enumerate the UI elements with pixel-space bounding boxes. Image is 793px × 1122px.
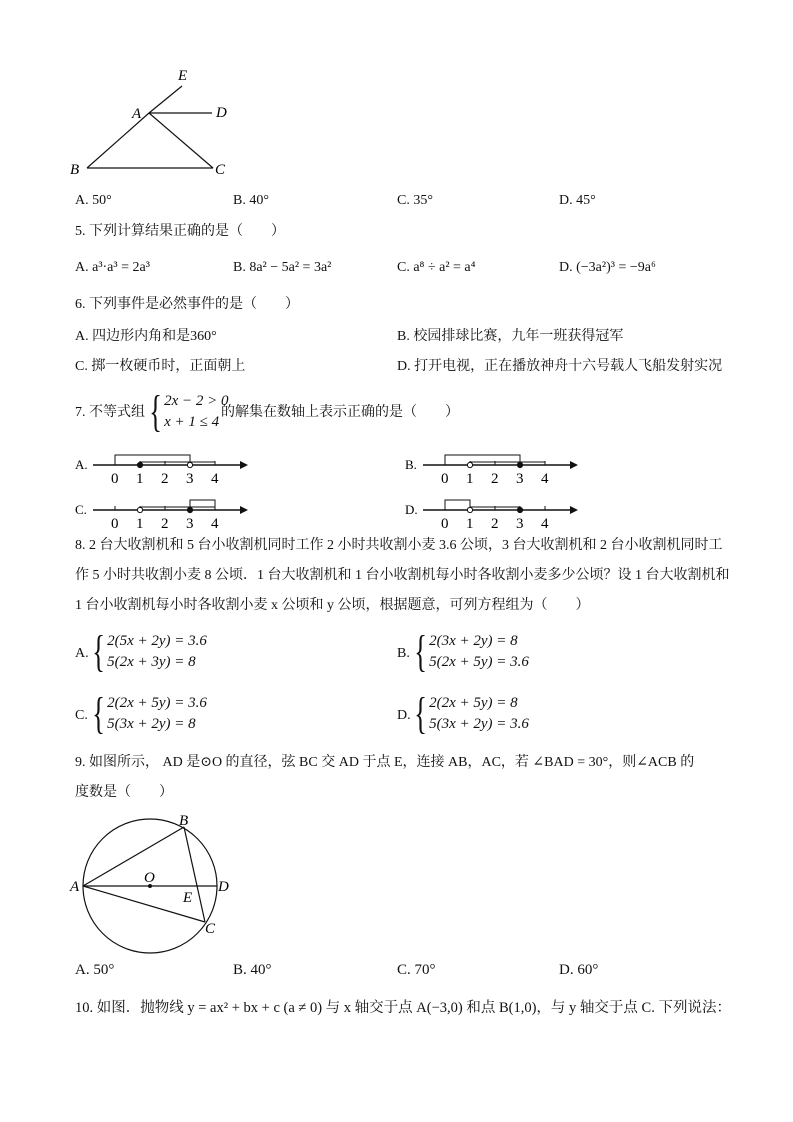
label-C: C	[215, 162, 226, 178]
arrow-icon	[240, 461, 248, 469]
tick-label: 1	[466, 471, 474, 487]
q9-option-a: A. 50°	[75, 962, 115, 978]
tick-label: 4	[211, 471, 219, 487]
label-B: B	[179, 813, 189, 829]
label-E: E	[183, 890, 193, 906]
arrow-icon	[570, 461, 578, 469]
q7-prefix: 7. 不等式组	[75, 405, 145, 420]
q8-option-d-label: D.	[397, 708, 411, 723]
tick-label: 1	[136, 471, 144, 487]
q6-option-b: B. 校园排球比赛，九年一班获得冠军	[397, 329, 624, 344]
option-label: D.	[405, 502, 418, 517]
q9-line-1: 9. 如图所示， AD 是⊙O 的直径，弦 BC 交 AD 于点 E，连接 AB，AC，若 ∠BAD = 30°，则∠ACB 的	[75, 755, 695, 770]
closed-point	[517, 507, 522, 512]
q5-option-d: D. (−3a²)³ = −9a⁶	[559, 260, 656, 275]
tick-label: 2	[161, 516, 169, 532]
q8-line-2: 作 5 小时共收割小麦 8 公顷．1 台大收割机和 1 台小收割机每小时各收割小麦多少公顷？设 1 台大收割机和	[75, 568, 730, 583]
open-point	[137, 507, 142, 512]
closed-point	[137, 462, 142, 467]
q6-stem: 6. 下列事件是必然事件的是（ ）	[75, 297, 299, 312]
tick-label: 0	[441, 516, 449, 532]
label-O: O	[144, 870, 155, 886]
solution-bracket	[190, 500, 215, 510]
closed-point	[517, 462, 522, 467]
tick-label: 2	[161, 471, 169, 487]
solution-bracket	[445, 455, 520, 465]
q7-ineq-1: 2x − 2 > 0	[164, 393, 229, 409]
tick-label: 3	[516, 516, 524, 532]
q8-option-b-label: B.	[397, 646, 410, 661]
q9-option-b: B. 40°	[233, 962, 272, 978]
triangle-figure	[0, 0, 260, 185]
q5-option-a: A. a³·a³ = 2a³	[75, 260, 150, 275]
tick-label: 4	[541, 516, 549, 532]
label-D: D	[218, 879, 229, 895]
tick-label: 0	[111, 516, 119, 532]
q6-option-c: C. 掷一枚硬币时，正面朝上	[75, 359, 246, 374]
q7-inequality-system: { 2x − 2 > 0 x + 1 ≤ 4	[149, 387, 229, 436]
tick-label: 1	[466, 516, 474, 532]
q9-option-c: C. 70°	[397, 962, 436, 978]
open-point	[467, 462, 472, 467]
q4-option-a: A. 50°	[75, 193, 112, 208]
label-A: A	[132, 106, 142, 122]
q8-option-c-label: C.	[75, 708, 88, 723]
q8-option-a-system: { 2(5x + 2y) = 3.6 5(2x + 3y) = 8	[92, 627, 207, 676]
tick-label: 0	[441, 471, 449, 487]
q8-option-c-system: { 2(2x + 5y) = 3.6 5(3x + 2y) = 8	[92, 689, 207, 738]
q8-line-1: 8. 2 台大收割机和 5 台小收割机同时工作 2 小时共收割小麦 3.6 公顷，3 台大收割机和 2 台小收割机同时工	[75, 538, 723, 553]
open-point	[187, 462, 192, 467]
option-label: A.	[75, 457, 88, 472]
q4-option-d: D. 45°	[559, 193, 596, 208]
q7-ineq-2: x + 1 ≤ 4	[164, 414, 220, 430]
solution-bracket	[115, 455, 190, 465]
closed-point	[187, 507, 192, 512]
q4-option-b: B. 40°	[233, 193, 269, 208]
q5-option-c: C. a⁸ ÷ a² = a⁴	[397, 260, 476, 275]
number-line-b	[390, 445, 590, 490]
q10-stem: 10. 如图．抛物线 y = ax² + bx + c (a ≠ 0) 与 x 轴交于点 A(−3,0) 和点 B(1,0)，与 y 轴交于点 C. 下列说法：	[75, 1000, 731, 1016]
solution-bracket	[445, 500, 470, 510]
tick-label: 1	[136, 516, 144, 532]
q8-option-d-system: { 2(2x + 5y) = 8 5(3x + 2y) = 3.6	[414, 689, 529, 738]
label-E: E	[178, 68, 188, 84]
label-C: C	[205, 921, 216, 937]
number-line-d	[390, 490, 590, 535]
tick-label: 4	[211, 516, 219, 532]
label-A: A	[70, 879, 80, 895]
number-line-a	[60, 445, 260, 490]
label-B: B	[70, 162, 80, 178]
arrow-icon	[570, 506, 578, 514]
number-line-c	[60, 490, 260, 535]
q8-option-a-label: A.	[75, 646, 89, 661]
tick-label: 2	[491, 471, 499, 487]
arrow-icon	[240, 506, 248, 514]
q5-stem: 5. 下列计算结果正确的是（ ）	[75, 224, 285, 239]
q5-option-b: B. 8a² − 5a² = 3a²	[233, 260, 332, 275]
circle-figure	[60, 805, 260, 965]
q8-option-b-system: { 2(3x + 2y) = 8 5(2x + 5y) = 3.6	[414, 627, 529, 676]
q7-suffix: 的解集在数轴上表示正确的是（ ）	[221, 405, 459, 420]
tick-label: 4	[541, 471, 549, 487]
q4-option-c: C. 35°	[397, 193, 433, 208]
q8-line-3: 1 台小收割机每小时各收割小麦 x 公顷和 y 公顷，根据题意，可列方程组为（ ）	[75, 598, 590, 613]
tick-label: 3	[516, 471, 524, 487]
tick-label: 0	[111, 471, 119, 487]
option-label: B.	[405, 457, 417, 472]
q9-option-d: D. 60°	[559, 962, 599, 978]
tick-label: 3	[186, 516, 194, 532]
option-label: C.	[75, 502, 87, 517]
q6-option-a: A. 四边形内角和是360°	[75, 329, 217, 344]
q9-line-2: 度数是（ ）	[75, 785, 173, 800]
tick-label: 3	[186, 471, 194, 487]
tick-label: 2	[491, 516, 499, 532]
open-point	[467, 507, 472, 512]
label-D: D	[216, 105, 227, 121]
q6-option-d: D. 打开电视，正在播放神舟十六号载人飞船发射实况	[397, 359, 723, 374]
